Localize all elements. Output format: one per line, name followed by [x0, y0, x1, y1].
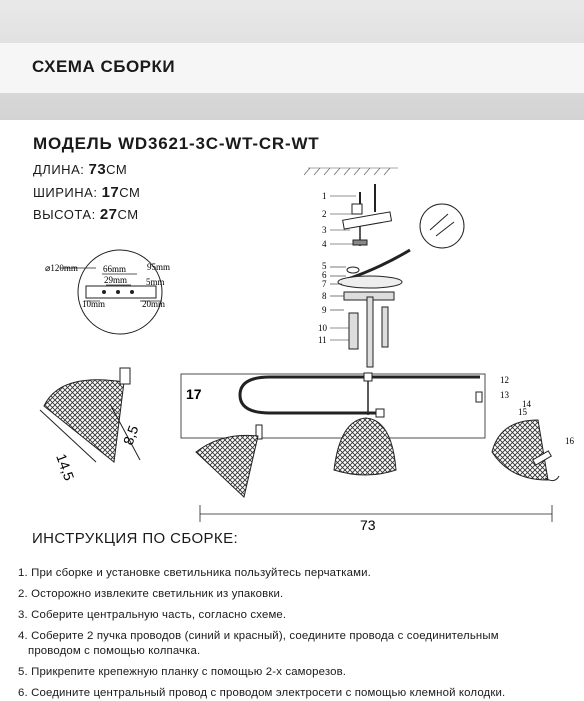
dim-20: 20mm	[142, 299, 166, 309]
part-10: 10	[318, 323, 327, 333]
width-unit: СМ	[119, 185, 141, 200]
height-unit: СМ	[117, 207, 139, 222]
step-1: 1. При сборке и установке светильника пользуйтесь перчатками.	[18, 567, 371, 579]
part-4: 4	[322, 239, 327, 249]
part-1: 1	[322, 191, 327, 201]
dim-66: 66mm	[103, 264, 127, 274]
part-6: 6	[322, 270, 327, 280]
shade-length-label: 14,5	[53, 451, 78, 483]
dim-95: 95mm	[147, 262, 171, 272]
part-14: 14	[522, 399, 531, 409]
right-shade	[492, 420, 548, 480]
step-2: 2. Осторожно извлеките светильник из упаковки.	[18, 588, 284, 600]
width-label: ШИРИНА:	[33, 185, 98, 200]
dim-10: 10mm	[82, 299, 106, 309]
part-2: 2	[322, 209, 327, 219]
shade-detail	[40, 368, 142, 483]
bracket-detail	[45, 250, 170, 334]
step-3: 3. Соберите центральную часть, согласно схеме.	[18, 609, 287, 621]
dim-5: 5mm	[146, 277, 165, 287]
step-4-continued: проводом с помощью колпачка.	[28, 645, 201, 657]
part-3: 3	[322, 225, 327, 235]
part-8: 8	[322, 291, 327, 301]
instructions-list	[18, 566, 578, 701]
dim-120: ⌀120mm	[45, 263, 78, 273]
part-7: 7	[322, 279, 327, 289]
frame-width-label: 17	[186, 386, 202, 402]
shade-height-label: 8,5	[119, 423, 142, 448]
part-12: 12	[500, 375, 509, 385]
length-value: 73	[88, 161, 107, 178]
center-shade	[334, 418, 396, 475]
part-16: 16	[565, 436, 574, 446]
part-15: 15	[518, 407, 527, 417]
mounting-parts	[338, 184, 464, 367]
step-4: 4. Соберите 2 пучка проводов (синий и красный), соедините провода с соединительным	[18, 630, 499, 642]
assembly-diagram	[0, 150, 584, 530]
part-13: 13	[500, 390, 509, 400]
height-value: 27	[99, 206, 118, 223]
step-5: 5. Прикрепите крепежную планку с помощью 2-х саморезов.	[18, 666, 347, 678]
left-shade	[196, 435, 258, 497]
ceiling-hatch	[304, 168, 398, 175]
length-unit: СМ	[106, 162, 128, 177]
length-label: ДЛИНА:	[33, 162, 85, 177]
height-label: ВЫСОТА:	[33, 207, 96, 222]
part-5: 5	[322, 261, 327, 271]
instructions-title: ИНСТРУКЦИЯ ПО СБОРКЕ:	[32, 530, 239, 547]
part-11: 11	[318, 335, 327, 345]
width-value: 17	[101, 184, 120, 201]
page-title: СХЕМА СБОРКИ	[32, 57, 176, 76]
step-6: 6. Соедините центральный провод с проводом электросети с помощью клемной колодки.	[18, 687, 506, 699]
header-band	[0, 0, 584, 120]
frame-length-label: 73	[360, 517, 376, 530]
part-9: 9	[322, 305, 327, 315]
dim-29: 29mm	[104, 275, 128, 285]
model-title: МОДЕЛЬ WD3621-3C-WT-CR-WT	[33, 134, 320, 153]
